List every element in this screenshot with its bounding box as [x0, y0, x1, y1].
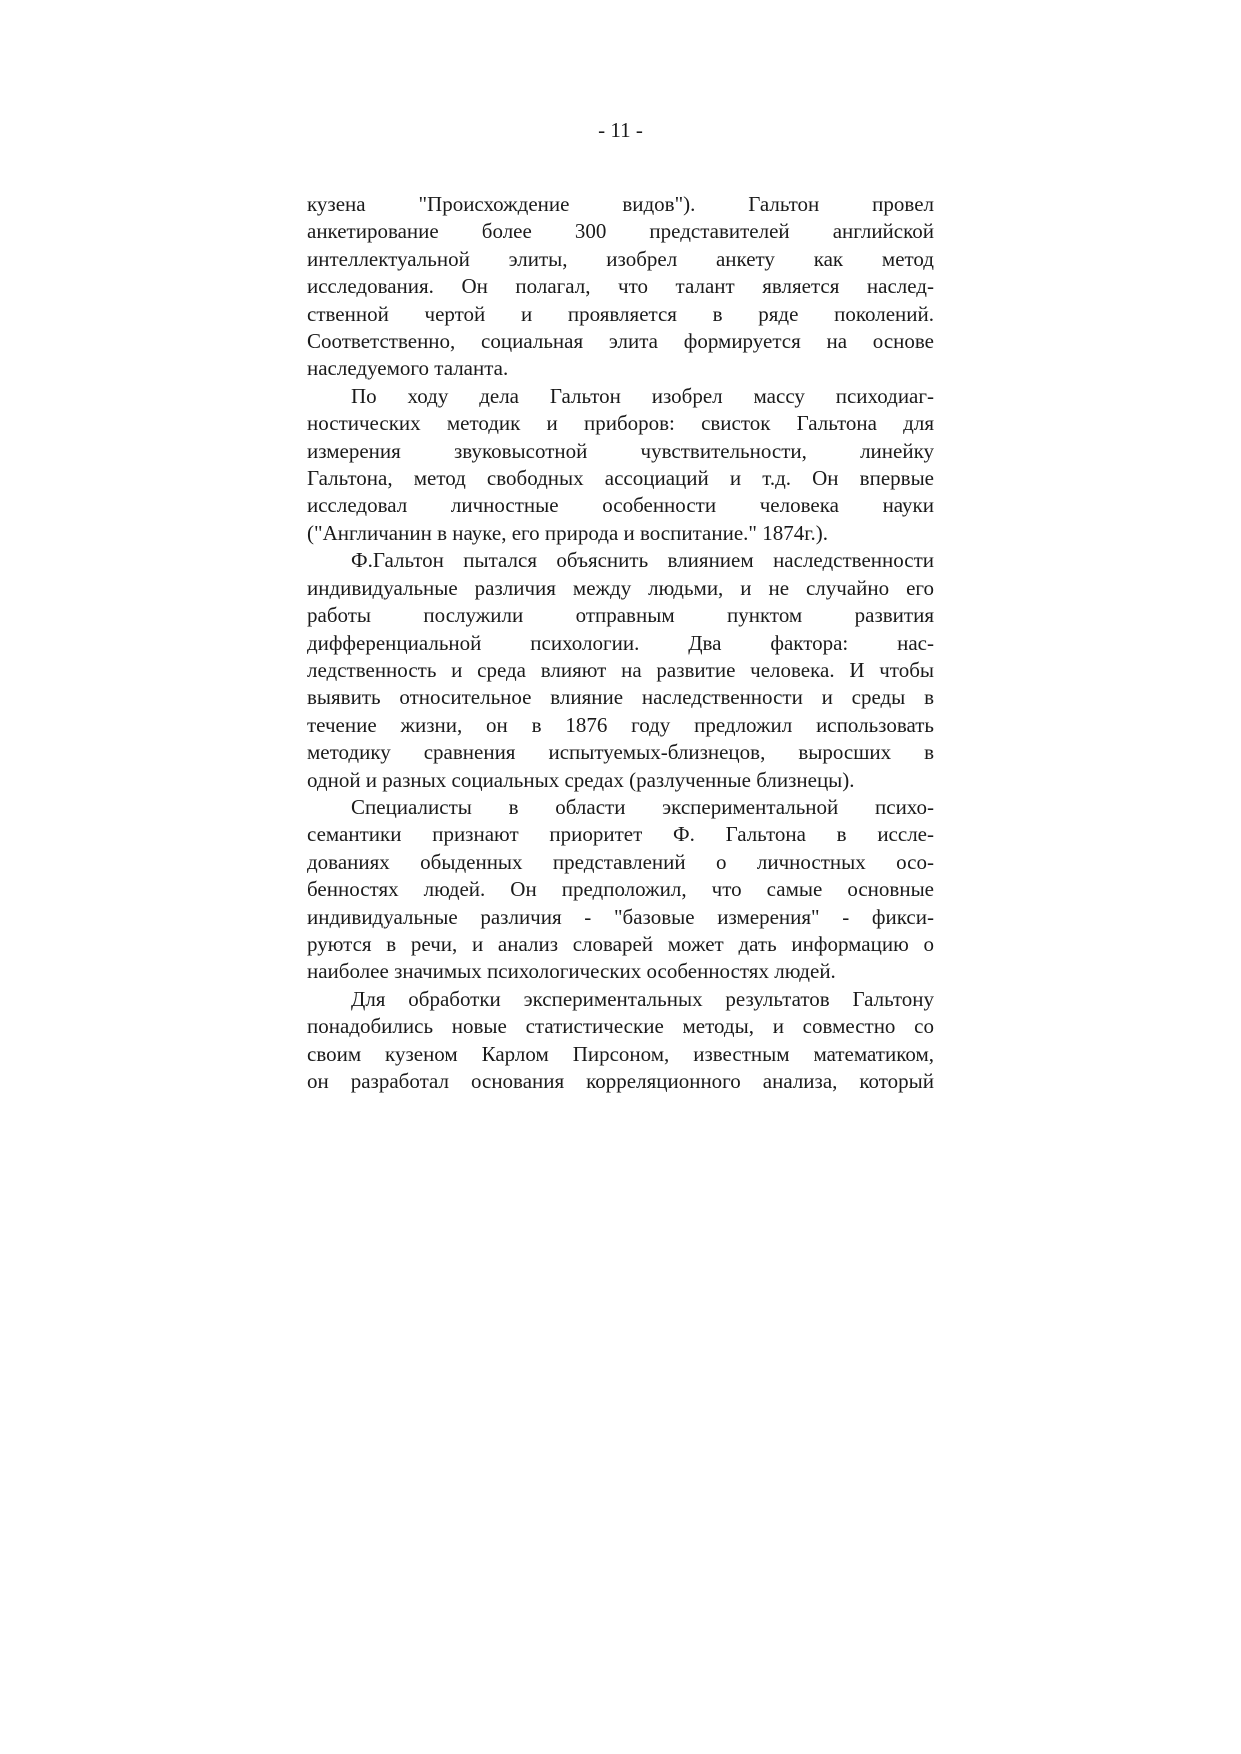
- text-line: работы послужили отправным пунктом развития: [307, 603, 934, 628]
- paragraph-2: [307, 383, 934, 547]
- text-line: исследовал личностные особенности человека науки: [307, 493, 934, 518]
- paragraph-3: [307, 547, 934, 794]
- text-line: По ходу дела Гальтон изобрел массу психодиаг-: [351, 383, 934, 408]
- text-line: кузена "Происхождение видов"). Гальтон провел: [307, 192, 934, 216]
- text-line: дованиях обыденных представлений о личностных осо-: [307, 849, 934, 874]
- text-line: семантики признают приоритет Ф. Гальтона в иссле-: [307, 822, 934, 847]
- text-line: индивидуальные различия - "базовые измерения" - фикси-: [307, 904, 934, 929]
- text-line: ледственность и среда влияют на развитие человека. И чтобы: [307, 657, 934, 682]
- text-line: бенностях людей. Он предположил, что самые основные: [307, 877, 934, 902]
- text-line: своим кузеном Карлом Пирсоном, известным математиком,: [307, 1041, 934, 1066]
- text-line: ("Англичанин в науке, его природа и воспитание." 1874г.).: [307, 520, 828, 545]
- text-line: он разработал основания корреляционного анализа, который: [307, 1069, 934, 1093]
- document-body: [307, 191, 934, 1095]
- page-number: - 11 -: [598, 118, 643, 142]
- text-line: исследования. Он полагал, что талант является наслед-: [307, 274, 934, 299]
- text-line: Для обработки экспериментальных результатов Гальтону: [351, 986, 934, 1011]
- text-line: ственной чертой и проявляется в ряде поколений.: [307, 301, 934, 326]
- text-line: измерения звуковысотной чувствительности, линейку: [307, 438, 934, 463]
- text-line: дифференциальной психологии. Два фактора: нас-: [307, 630, 934, 655]
- text-line: Специалисты в области экспериментальной психо-: [351, 794, 934, 819]
- text-line: руются в речи, и анализ словарей может дать информацию о: [307, 931, 934, 956]
- text-line: течение жизни, он в 1876 году предложил использовать: [307, 712, 934, 737]
- text-line: одной и разных социальных средах (разлученные близнецы).: [307, 767, 855, 792]
- text-line: Соответственно, социальная элита формируется на основе: [307, 329, 934, 354]
- paragraph-1: [307, 191, 934, 383]
- text-line: индивидуальные различия между людьми, и не случайно его: [307, 575, 934, 600]
- text-line: Гальтона, метод свободных ассоциаций и т.д. Он впервые: [307, 466, 934, 491]
- text-line: ностических методик и приборов: свисток Гальтона для: [307, 411, 934, 436]
- text-line: анкетирование более 300 представителей английской: [307, 219, 934, 244]
- text-line: методику сравнения испытуемых-близнецов, выросших в: [307, 740, 934, 765]
- text-line: наследуемого таланта.: [307, 356, 509, 381]
- paragraph-5: [307, 986, 934, 1096]
- text-line: Ф.Гальтон пытался объяснить влиянием наследственности: [351, 548, 934, 573]
- text-line: выявить относительное влияние наследственности и среды в: [307, 685, 934, 710]
- paragraph-4: [307, 794, 934, 986]
- text-line: интеллектуальной элиты, изобрел анкету как метод: [307, 246, 934, 271]
- text-line: понадобились новые статистические методы, и совместно со: [307, 1014, 934, 1039]
- text-line: наиболее значимых психологических особенностях людей.: [307, 959, 836, 984]
